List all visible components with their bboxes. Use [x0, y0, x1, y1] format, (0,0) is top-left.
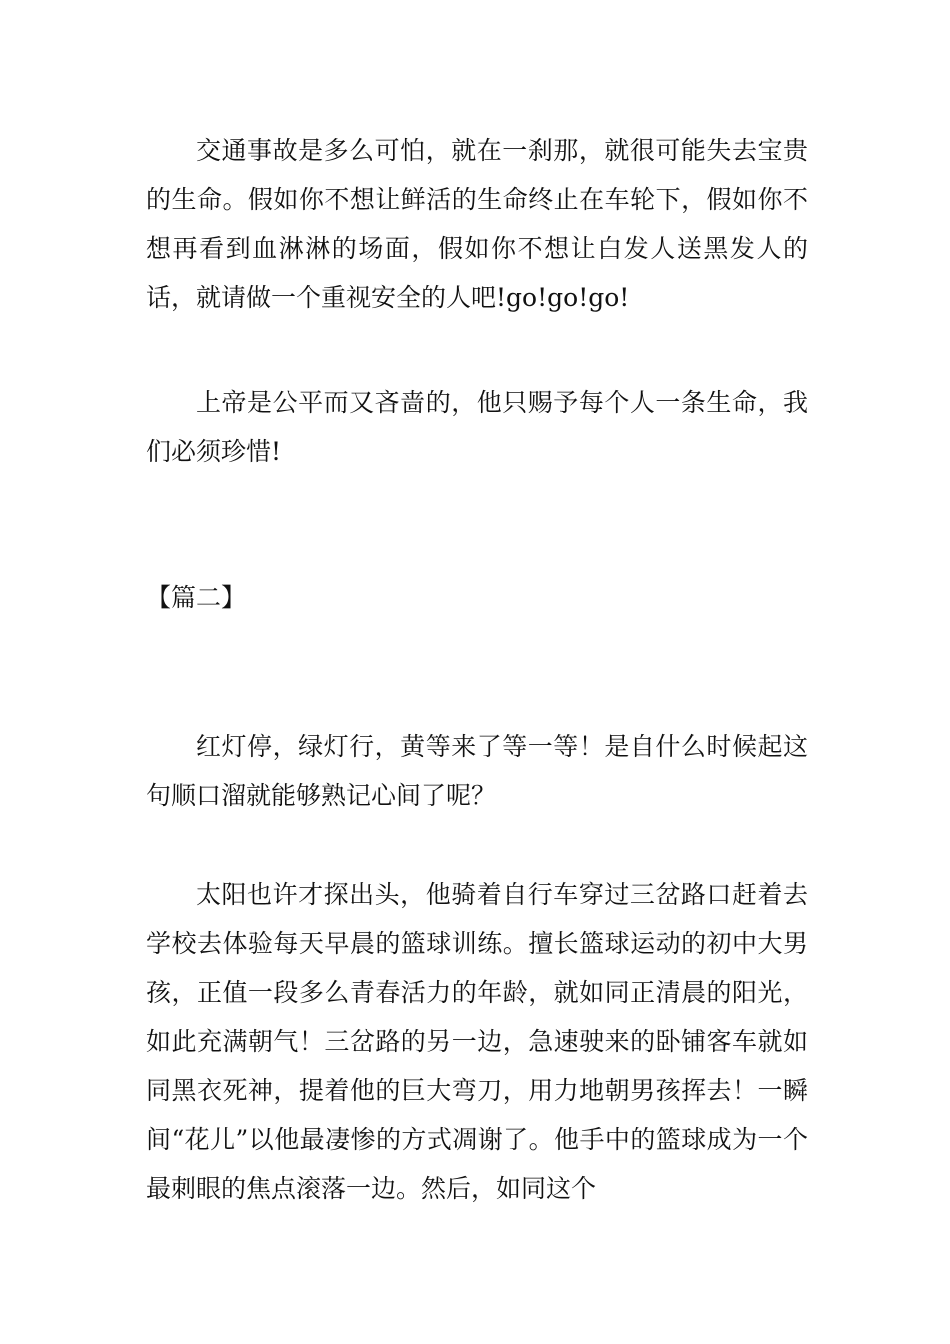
section-heading: 【篇二】 [146, 583, 247, 612]
paragraph-cherish-life: 上帝是公平而又吝啬的，他只赐予每个人一条生命，我们必须珍惜! [146, 388, 808, 466]
paragraph-traffic-rhyme: 红灯停，绿灯行，黄等来了等一等！是自什么时候起这句顺口溜就能够熟记心间了呢？ [146, 732, 808, 810]
paragraph-traffic-accident: 交通事故是多么可怕，就在一刹那，就很可能失去宝贵的生命。假如你不想让鲜活的生命终止在车轮下，假如你不想再看到血淋淋的场面，假如你不想让白发人送黑发人的话，就请做一个重视安全的人吧!go!go!go! [146, 136, 808, 312]
paragraph-story: 太阳也许才探出头，他骑着自行车穿过三岔路口赶着去学校去体验每天早晨的篮球训练。擅长篮球运动的初中大男孩，正值一段多么青春活力的年龄，就如同正清晨的阳光，如此充满朝气！三岔路的另一边，急速驶来的卧铺客车就如同黑衣死神，提着他的巨大弯刀，用力地朝男孩挥去！一瞬间“花儿”以他最凄惨的方式凋谢了。他手中的篮球成为一个最刺眼的焦点滚落一边。然后，如同这个 [146, 880, 808, 1203]
